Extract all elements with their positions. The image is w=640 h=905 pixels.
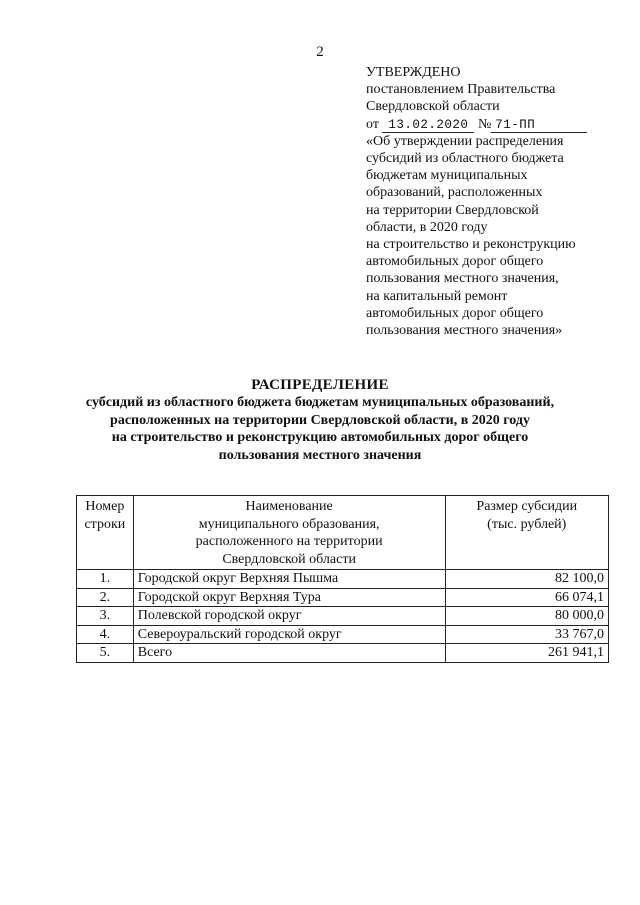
row-number: 3. (77, 607, 134, 626)
header-row-number (77, 496, 134, 570)
subsidy-amount: 80 000,0 (445, 607, 608, 626)
decree-title (366, 133, 616, 339)
row-number: 5. (77, 644, 134, 663)
approval-block (366, 64, 616, 339)
table-header-row (77, 496, 609, 570)
decree-title-line: на строительство и реконструкцию (366, 237, 576, 253)
decree-title-line: бюджетам муниципальных (366, 168, 528, 184)
municipality-name: Городской округ Верхняя Тура (133, 588, 445, 607)
header-text: расположенного на территории (195, 534, 383, 549)
header-subsidy-amount (445, 496, 608, 570)
header-text: Наименование (245, 499, 333, 514)
row-number: 4. (77, 625, 134, 644)
table-row (77, 570, 609, 589)
table-row-total (77, 644, 609, 663)
decree-number: 71-ПП (491, 118, 587, 133)
header-text: Размер субсидии (476, 499, 578, 514)
table-row (77, 625, 609, 644)
decree-title-line: образований, расположенных (366, 185, 543, 201)
document-heading (0, 376, 640, 464)
header-text: муниципального образования, (198, 516, 380, 532)
decree-title-line: на капитальный ремонт (366, 288, 508, 304)
decree-date: 13.02.2020 (382, 118, 474, 133)
decree-title-line: пользования местного значения, (366, 271, 559, 287)
decree-title-line: субсидий из областного бюджета (366, 151, 564, 167)
document-title: РАСПРЕДЕЛЕНИЕ (251, 377, 389, 393)
date-prefix: от (366, 116, 379, 132)
header-text: строки (84, 516, 126, 532)
table-row (77, 607, 609, 626)
subsidy-amount: 33 767,0 (445, 625, 608, 644)
subsidy-amount: 66 074,1 (445, 588, 608, 607)
table-row (77, 588, 609, 607)
document-subtitle-line: расположенных на территории Свердловской области, в 2020 году (110, 412, 530, 428)
document-subtitle-line: на строительство и реконструкцию автомобильных дорог общего (111, 430, 529, 445)
municipality-name: Всего (133, 644, 445, 663)
decree-title-line: автомобильных дорог общего (366, 305, 544, 321)
decree-title-line: на территории Свердловской (366, 202, 539, 218)
decree-title-line: автомобильных дорог общего (366, 254, 544, 270)
page-number: 2 (316, 44, 324, 60)
number-sign: № (477, 116, 492, 132)
approval-line-2: Свердловской области (366, 99, 500, 115)
distribution-table (76, 495, 609, 663)
subsidy-amount: 261 941,1 (445, 644, 608, 663)
header-municipality (133, 496, 445, 570)
subsidy-amount: 82 100,0 (445, 570, 608, 589)
decree-date-line (366, 116, 616, 133)
municipality-name: Городской округ Верхняя Пышма (133, 570, 445, 589)
decree-title-line: «Об утверждении распределения (366, 133, 564, 149)
header-text: Номер (85, 499, 125, 514)
municipality-name: Полевской городской округ (133, 607, 445, 626)
row-number: 1. (77, 570, 134, 589)
decree-title-line: области, в 2020 году (366, 219, 488, 235)
row-number: 2. (77, 588, 134, 607)
decree-title-line: пользования местного значения» (366, 323, 563, 339)
document-subtitle-line: субсидий из областного бюджета бюджетам муниципальных образований, (85, 395, 555, 410)
approval-line-1: постановлением Правительства (366, 82, 556, 98)
header-text: (тыс. рублей) (487, 516, 567, 532)
municipality-name: Североуральский городской округ (133, 625, 445, 644)
header-text: Свердловской области (222, 551, 356, 567)
approval-title: УТВЕРЖДЕНО (366, 65, 461, 80)
document-subtitle-line: пользования местного значения (218, 447, 422, 463)
